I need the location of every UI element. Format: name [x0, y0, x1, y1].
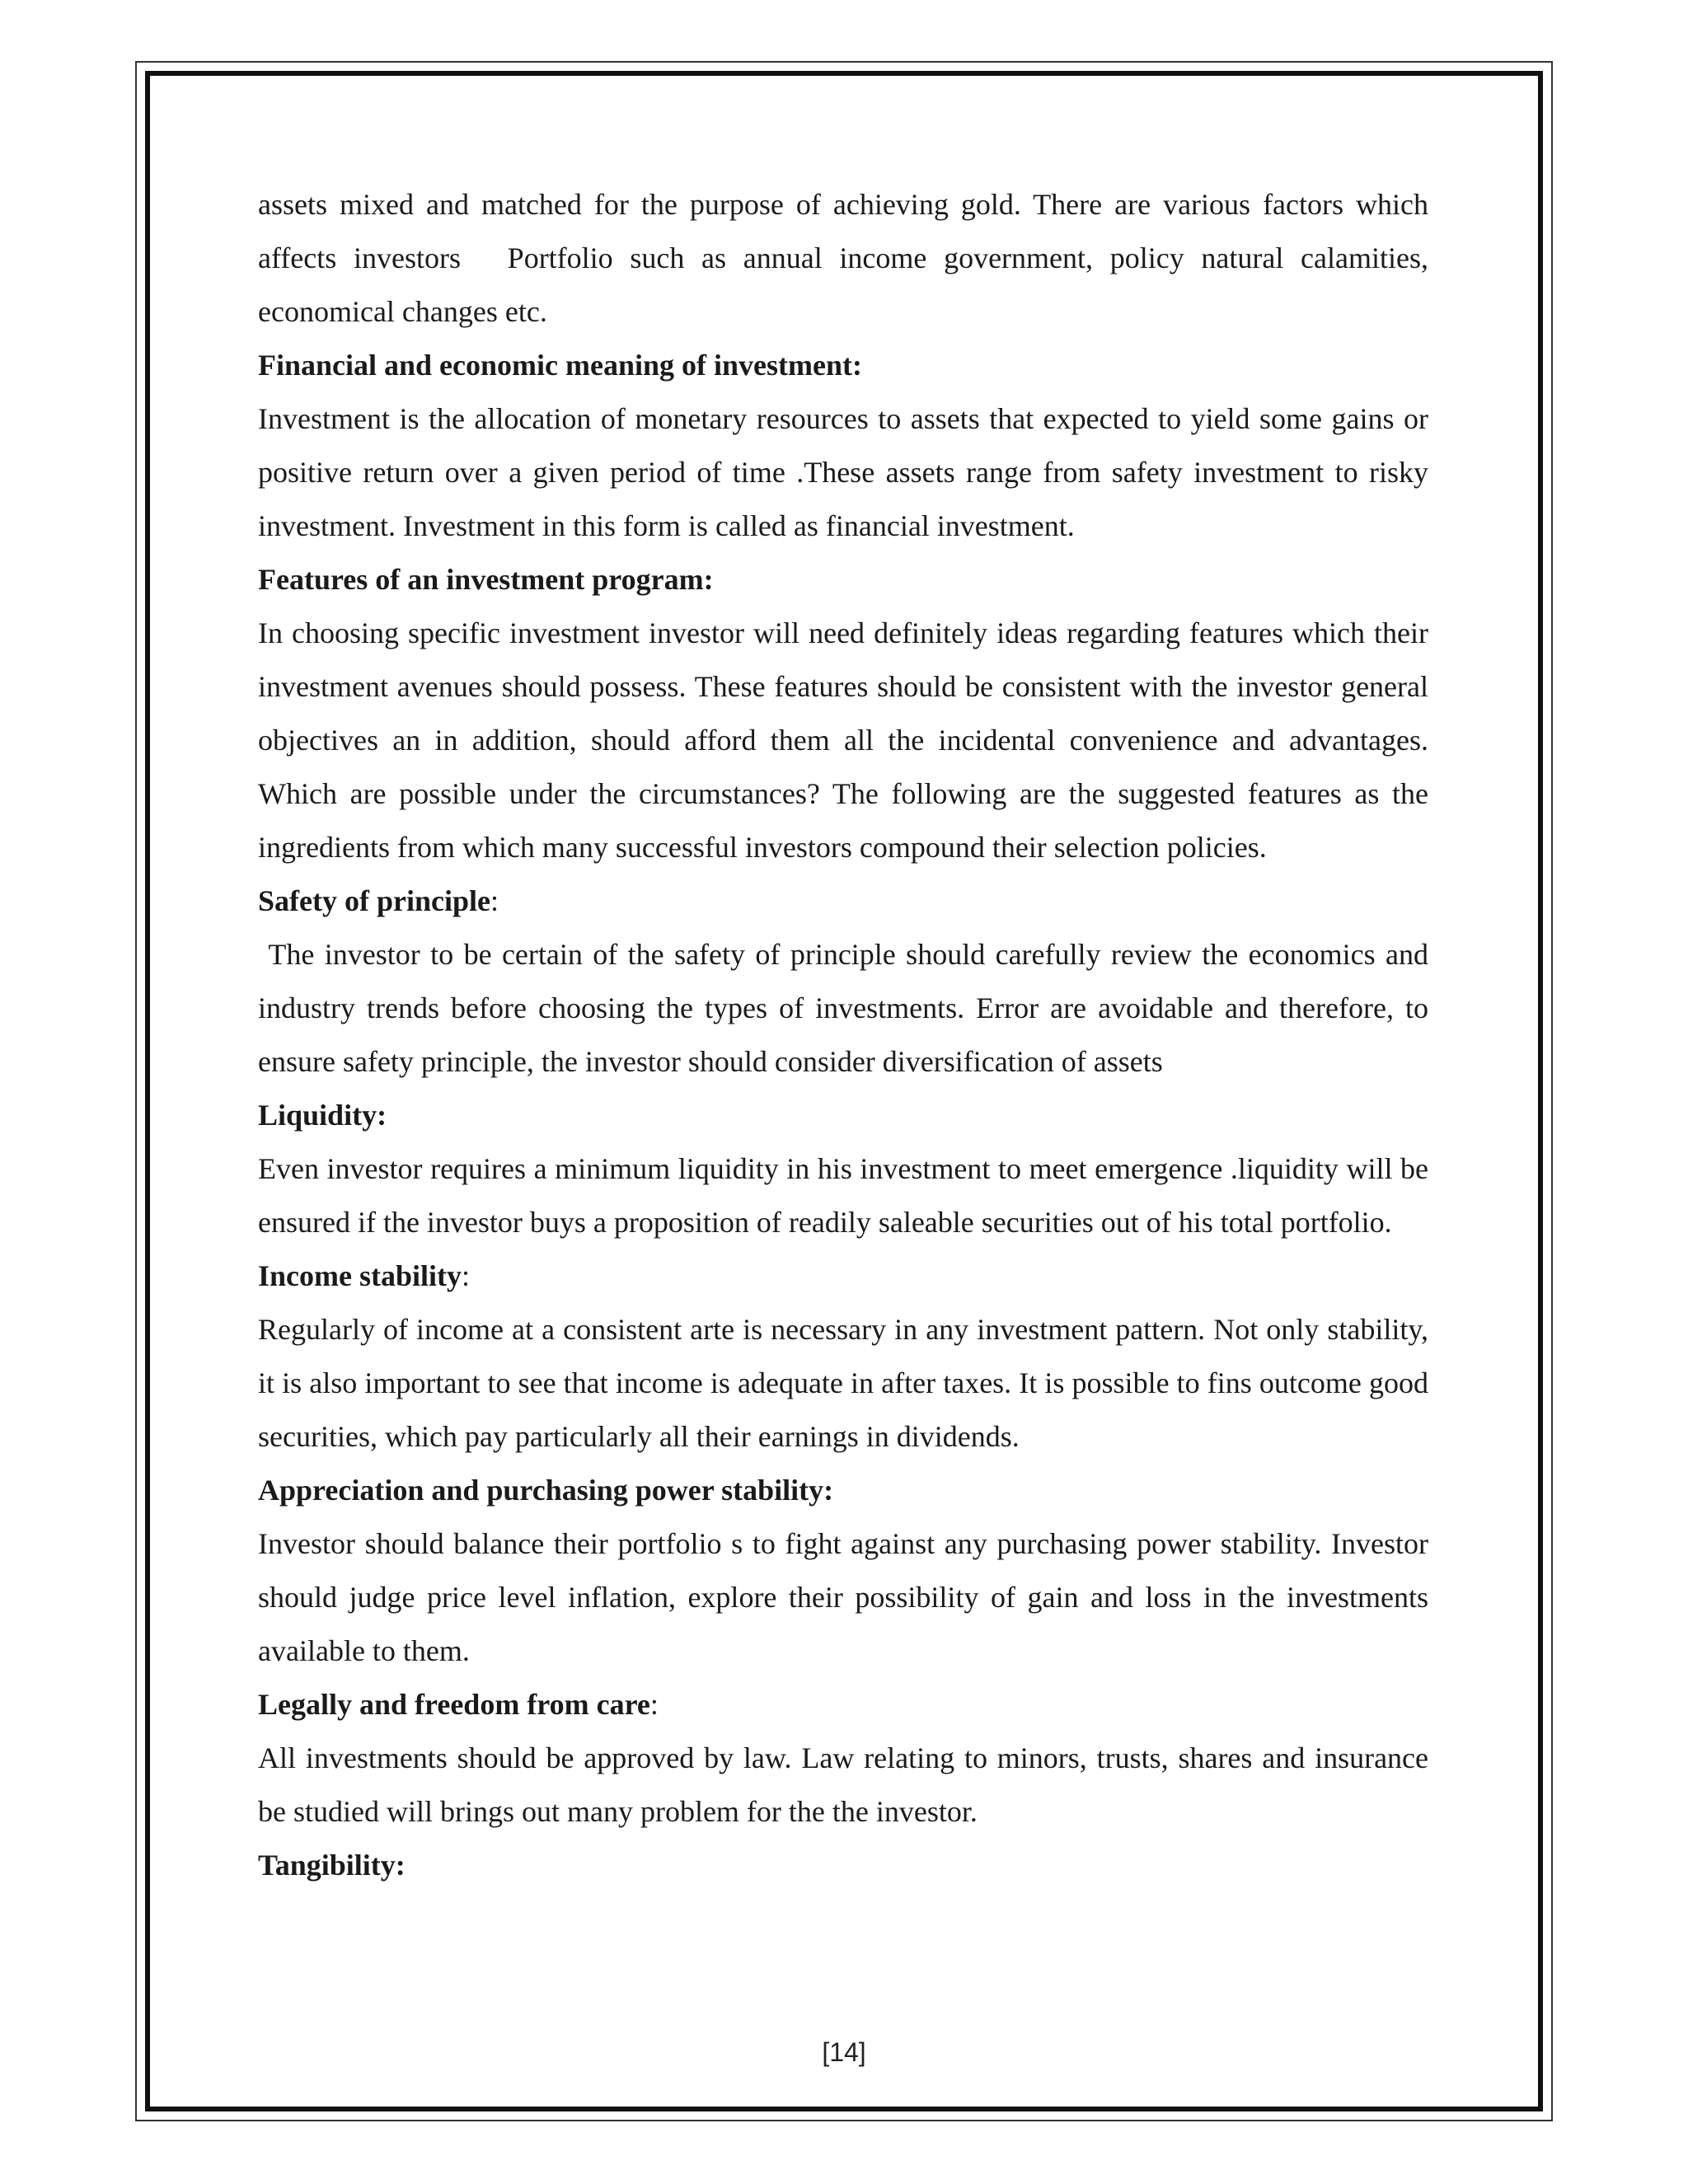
- paragraph-income-stability: Regularly of income at a consistent arte is necessary in any investment pattern. Not only stability, it is also important to see that income is adequate in after taxes. It is possible to fins outcome good securities, which pay particularly all their earnings in dividends.: [258, 1313, 1428, 1453]
- heading-text: Legally and freedom from care: [258, 1688, 650, 1721]
- paragraph-liquidity: Even investor requires a minimum liquidity in his investment to meet emergence .liquidity will be ensured if the investor buys a proposition of readily saleable securities out of his total portfolio.: [258, 1152, 1428, 1239]
- heading-tangibility: [258, 1839, 1428, 1892]
- heading-income-stability: [258, 1249, 1428, 1303]
- heading-suffix: :: [462, 1259, 471, 1292]
- paragraph-features: In choosing specific investment investor will need definitely ideas regarding features which their investment avenues should possess. These features should be consistent with the investor general objectives an in addition, should afford them all the incidental convenience and advantages. Which are possible under the circumstances? The following are the suggested features as the ingredients from which many successful investors compound their selection policies.: [258, 616, 1428, 864]
- heading-text: Financial and economic meaning of investment:: [258, 349, 862, 382]
- page-number: [14]: [822, 2037, 866, 2067]
- heading-suffix: :: [490, 884, 499, 917]
- heading-appreciation-purchasing-power: [258, 1464, 1428, 1517]
- heading-text: Income stability: [258, 1259, 462, 1292]
- heading-text: Features of an investment program:: [258, 563, 714, 596]
- heading-text: Appreciation and purchasing power stability:: [258, 1474, 834, 1507]
- paragraph-safety: The investor to be certain of the safety of principle should carefully review the economics and industry trends before choosing the types of investments. Error are avoidable and therefore, to ensure safety principle, the investor should consider diversification of assets: [258, 938, 1428, 1078]
- heading-suffix: :: [649, 1688, 659, 1721]
- heading-text: Liquidity:: [258, 1099, 387, 1132]
- heading-text: Safety of principle: [258, 884, 490, 917]
- paragraph-legality: All investments should be approved by law. Law relating to minors, trusts, shares and insurance be studied will brings out many problem for the the investor.: [258, 1741, 1428, 1828]
- heading-safety-of-principle: [258, 874, 1428, 928]
- heading-liquidity: [258, 1089, 1428, 1142]
- document-body: [258, 178, 1428, 1892]
- paragraph-investment-definition: Investment is the allocation of monetary resources to assets that expected to yield some gains or positive return over a given period of time .These assets range from safety investment to risky investment. Investment in this form is called as financial investment.: [258, 402, 1428, 542]
- heading-text: Tangibility:: [258, 1849, 406, 1882]
- heading-legally-freedom-from-care: [258, 1678, 1428, 1732]
- heading-financial-economic-meaning: [258, 339, 1428, 392]
- paragraph-appreciation: Investor should balance their portfolio s to fight against any purchasing power stability. Investor should judge price level inflation, explore their possibility of gain and loss in the investments available to them.: [258, 1527, 1428, 1667]
- paragraph-portfolio-factors: assets mixed and matched for the purpose of achieving gold. There are various factors which affects investors Portfolio such as annual income government, policy natural calamities, economical changes etc.: [258, 188, 1428, 328]
- heading-features-investment-program: [258, 553, 1428, 607]
